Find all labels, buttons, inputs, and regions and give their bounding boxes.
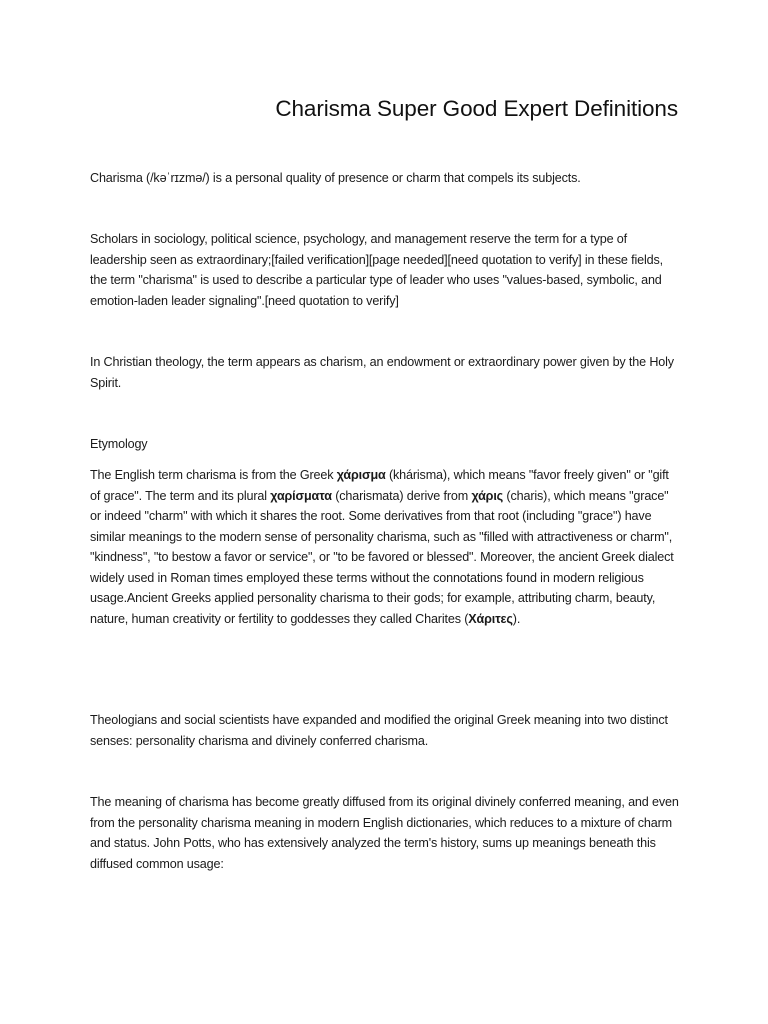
etymology-text-3: (charismata) derive from: [331, 488, 472, 503]
paragraph-scholars: Scholars in sociology, political science, psychology, and management reserve the term for a type of leadership seen as extraordinary;[failed verification][page needed][need quotation to verify] in these fields, the term "charisma" is used to describe a particular type of leader who uses "values-based, symbolic, and emotion-laden leader signaling".[need quotation to verify]: [90, 232, 663, 308]
greek-term-charismata: χαρίσματα: [270, 488, 332, 503]
paragraph-etymology: [90, 465, 682, 629]
section-heading-etymology: Etymology: [90, 437, 148, 451]
etymology-text-1: The English term charisma is from the Greek: [90, 468, 337, 482]
etymology-text-2: (khárisma), which means "favor freely given" or "gift of grace". The term and its plural: [90, 468, 669, 503]
etymology-text-4: (charis), which means "grace" or indeed "charm" with which it shares the root. Some derivatives from that root (including "grace") have similar meanings to the modern sense of personality charisma, such as "filled with attractiveness or charm", "kindness", "to bestow a favor or service", or "to be favored or blessed". Moreover, the ancient Greek dialect widely used in Roman times employed these terms without the connotations found in modern religious usage.Ancient Greeks applied personality charisma to their gods; for example, attributing charm, beauty, nature, human creativity or fertility to goddesses they called Charites (: [90, 488, 674, 626]
paragraph-theology: In Christian theology, the term appears as charism, an endowment or extraordinary power given by the Holy Spirit.: [90, 355, 674, 390]
paragraph-intro: Charisma (/kəˈrɪzmə/) is a personal quality of presence or charm that compels its subjects.: [90, 171, 581, 185]
paragraph-theologians: Theologians and social scientists have expanded and modified the original Greek meaning into two distinct senses: personality charisma and divinely conferred charisma.: [90, 713, 668, 748]
document-title: Charisma Super Good Expert Definitions: [275, 96, 678, 121]
etymology-text-5: ).: [512, 611, 521, 626]
paragraph-meaning: The meaning of charisma has become greatly diffused from its original divinely conferred meaning, and even from the personality charisma meaning in modern English dictionaries, which reduces to a mixture of charm and status. John Potts, who has extensively analyzed the term's history, sums up meanings beneath this diffused common usage:: [90, 795, 679, 871]
greek-term-charis: χάρις: [471, 488, 504, 503]
greek-term-kharisma: χάρισμα: [336, 468, 386, 482]
greek-term-charites: Χάριτες: [468, 611, 513, 626]
